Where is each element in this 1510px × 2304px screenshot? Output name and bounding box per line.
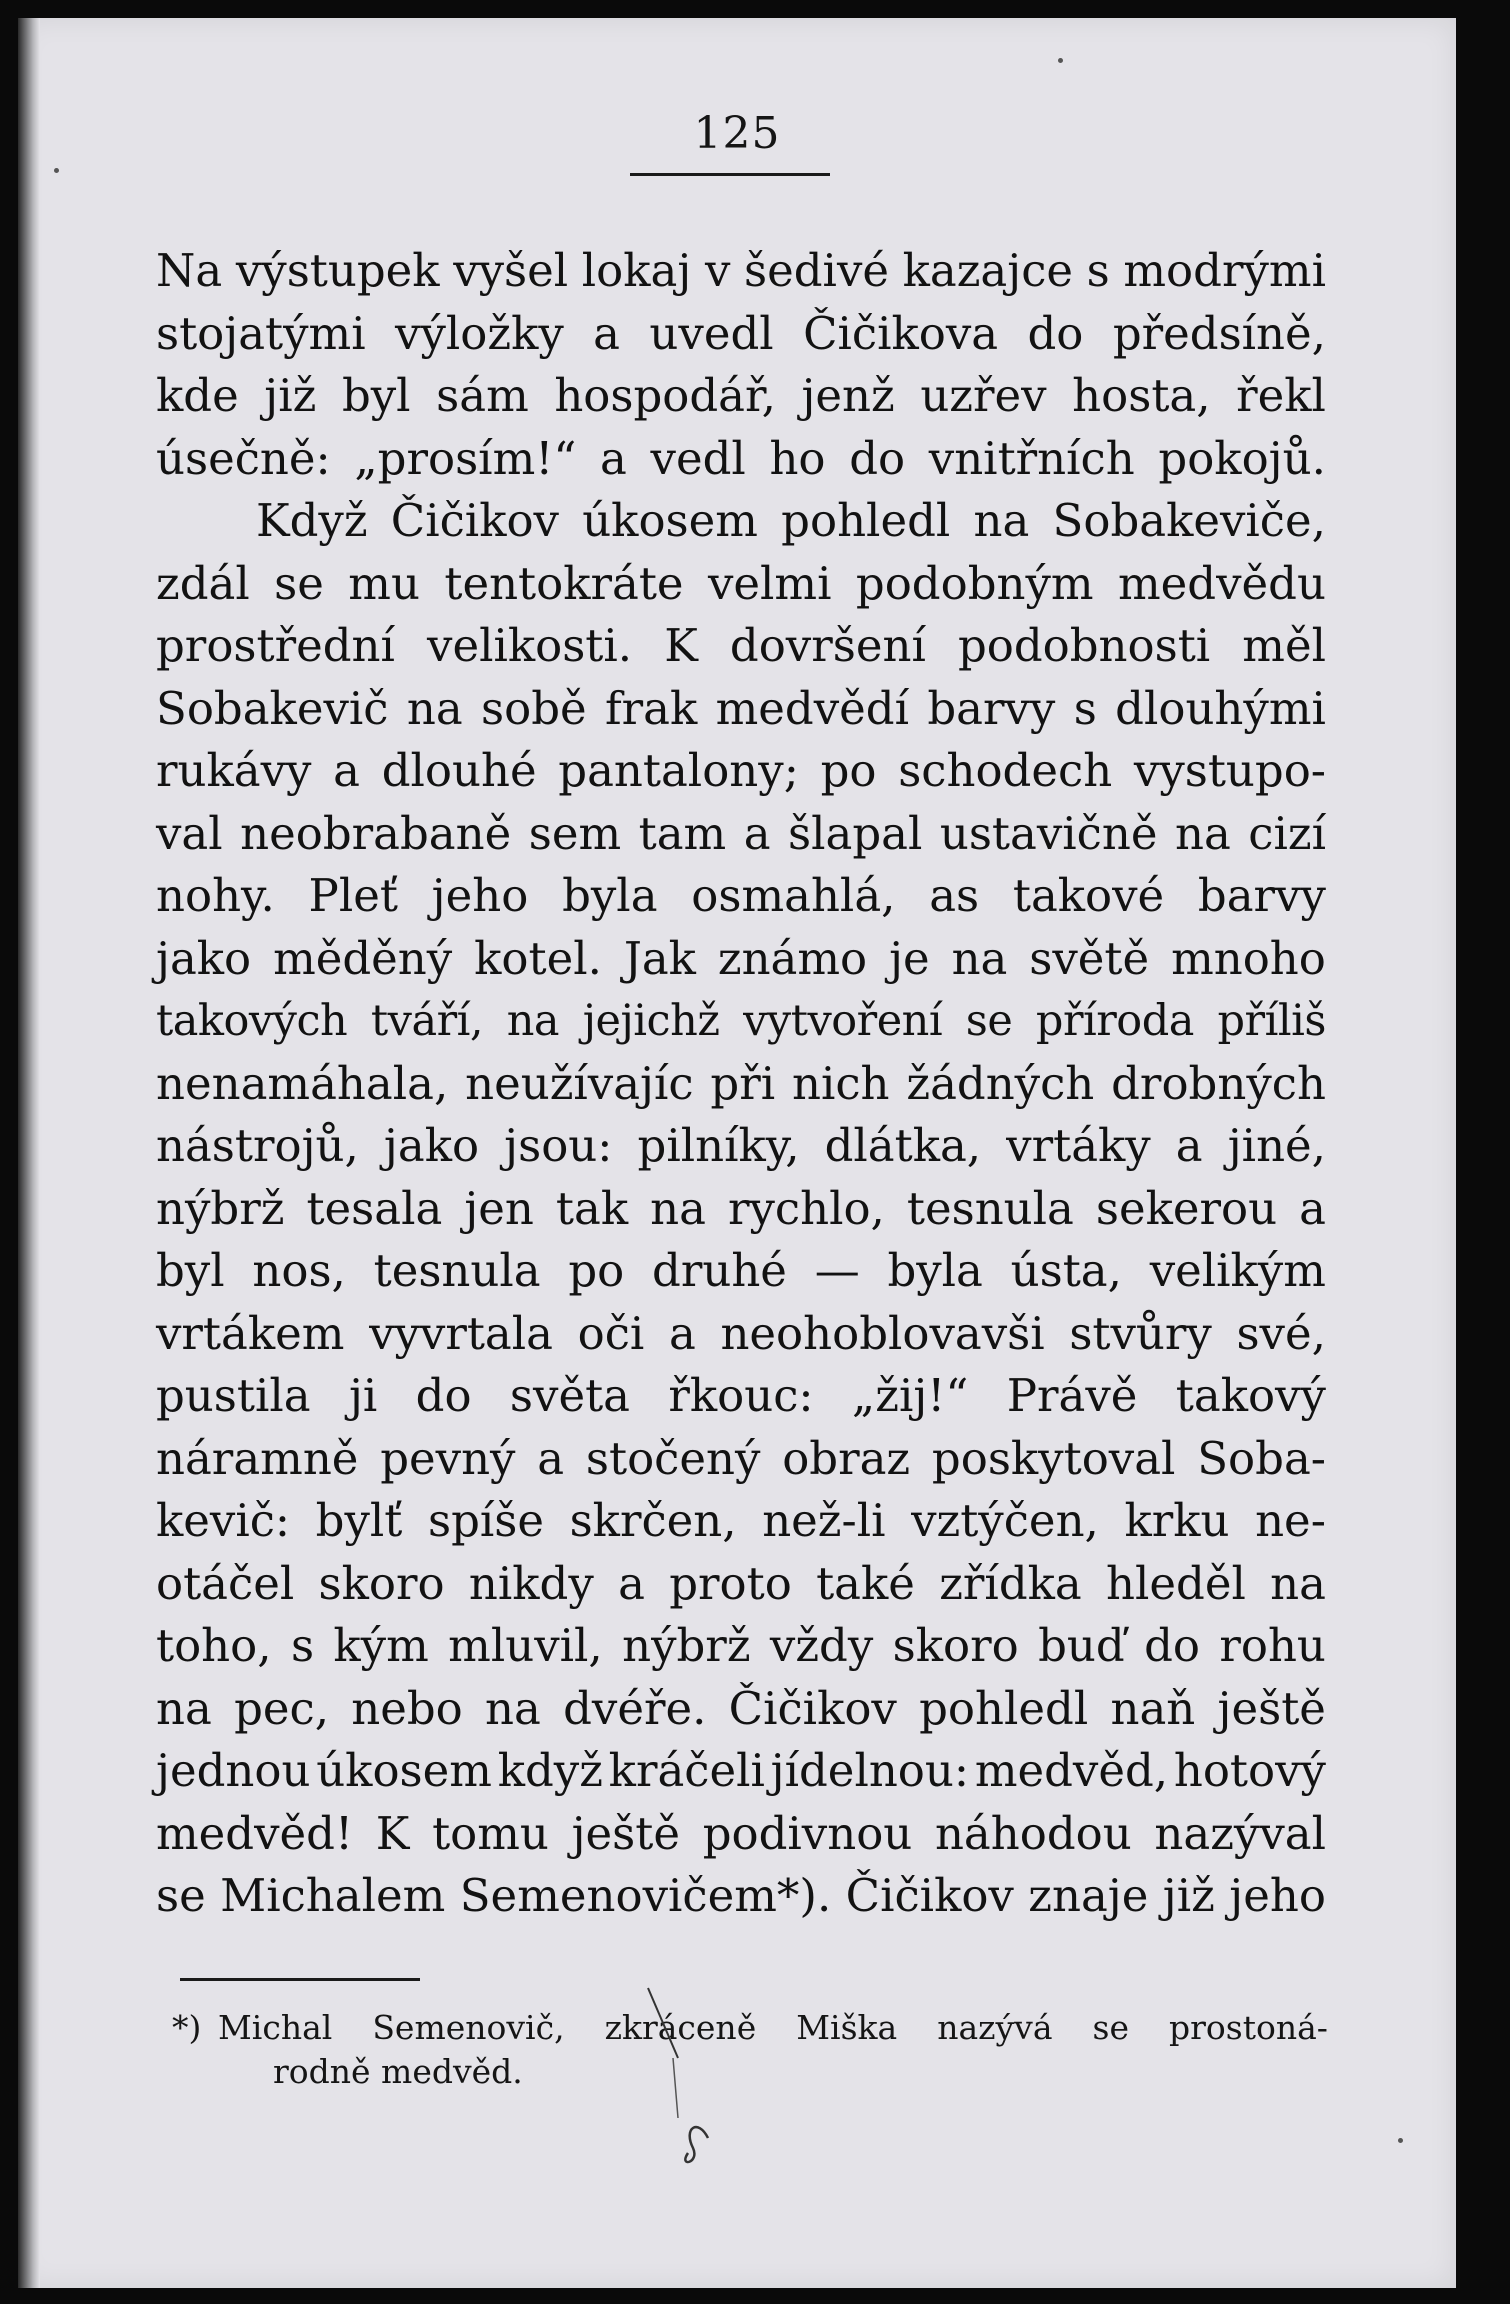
text-line: úsečně: „prosím!“ a vedl ho do vnitřních pokojů.	[156, 431, 1326, 485]
text-line: jednou úkosem když kráčeli jídelnou: medvěd, hotový	[156, 1744, 1326, 1797]
text-line: Sobakevič na sobě frak medvědí barvy s dlouhými	[156, 681, 1326, 735]
footnote-line: rodně medvěd.	[273, 2052, 523, 2091]
text-line: rukávy a dlouhé pantalony; po schodech vystupo-	[156, 744, 1326, 797]
text-line: byl nos, tesnula po druhé — byla ústa, velikým	[156, 1244, 1326, 1297]
footnote-rule	[180, 1978, 420, 1981]
page-binding-edge	[18, 18, 40, 2288]
text-line: toho, s kým mluvil, nýbrž vždy skoro buď do rohu	[156, 1619, 1326, 1672]
text-line: kevič: bylť spíše skrčen, než-li vztýčen, krku ne-	[156, 1494, 1326, 1547]
paper-speck	[1398, 2138, 1403, 2143]
text-line: nohy. Pleť jeho byla osmahlá, as takové barvy	[156, 869, 1326, 922]
text-line: nýbrž tesala jen tak na rychlo, tesnula sekerou a	[156, 1181, 1326, 1235]
text-line: zdál se mu tentokráte velmi podobným medvědu	[156, 556, 1326, 610]
text-line: medvěd! K tomu ještě podivnou náhodou nazýval	[156, 1806, 1326, 1860]
text-line: prostřední velikosti. K dovršení podobnosti měl	[156, 619, 1326, 672]
text-line: val neobrabaně sem tam a šlapal ustavičně na cizí	[156, 806, 1326, 860]
text-line: vrtákem vyvrtala oči a neohoblovavši stvůry své,	[156, 1306, 1326, 1360]
text-line: nástrojů, jako jsou: pilníky, dlátka, vrtáky a jiné,	[156, 1119, 1326, 1172]
text-line: nenamáhala, neužívajíc při nich žádných drobných	[156, 1056, 1326, 1110]
footnote-line: Michal Semenovič, zkráceně Miška nazývá se prostoná-	[218, 2008, 1328, 2047]
text-line: kde již byl sám hospodář, jenž uzřev hosta, řekl	[156, 369, 1326, 422]
text-line: pustila ji do světa řkouc: „žij!“ Právě takový	[156, 1369, 1326, 1422]
text-line: na pec, nebo na dvéře. Čičikov pohledl naň ještě	[156, 1681, 1326, 1735]
text-line: náramně pevný a stočený obraz poskytoval Soba-	[156, 1431, 1326, 1485]
footnote-marker: *)	[172, 2008, 202, 2047]
book-page	[18, 18, 1456, 2288]
text-line: takových tváří, na jejichž vytvoření se příroda příliš	[156, 996, 1326, 1046]
body-text	[156, 240, 1326, 1928]
page-number-rule	[630, 173, 830, 176]
text-line: otáčel skoro nikdy a proto také zřídka hleděl na	[156, 1556, 1326, 1610]
footnote	[172, 2006, 1328, 2094]
text-line: se Michalem Semenovičem*). Čičikov znaje již jeho	[156, 1869, 1326, 1922]
text-line: stojatými výložky a uvedl Čičikova do předsíně,	[156, 306, 1326, 360]
text-line: jako měděný kotel. Jak známo je na světě mnoho	[156, 931, 1326, 985]
pencil-mark	[638, 1968, 758, 2188]
paper-speck	[54, 168, 59, 173]
paper-speck	[1058, 58, 1063, 63]
text-line: Na výstupek vyšel lokaj v šedivé kazajce s modrými	[156, 244, 1326, 297]
text-line: Když Čičikov úkosem pohledl na Sobakeviče,	[256, 494, 1326, 547]
page-number: 125	[693, 108, 781, 159]
